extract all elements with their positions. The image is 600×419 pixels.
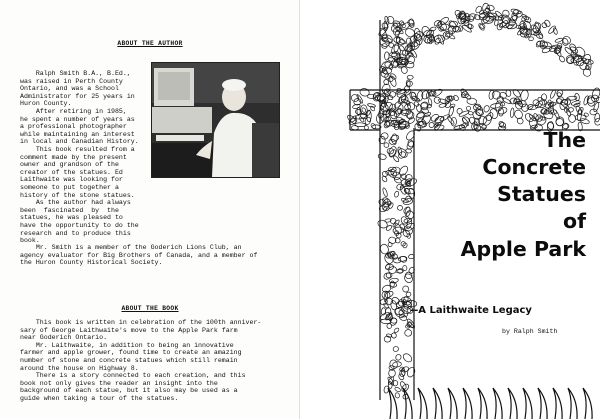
stone-texture <box>499 122 507 129</box>
stone-texture <box>411 92 416 99</box>
stone-texture <box>524 16 532 24</box>
about-author-line: Ontario, and was a School <box>20 85 119 93</box>
stone-texture <box>471 110 482 121</box>
about-author-line: someone to put together a <box>20 184 119 191</box>
about-author-line: was raised in Perth County <box>20 77 123 85</box>
about-author-line: As the author had always <box>20 199 131 207</box>
cross-outline <box>568 388 577 419</box>
cross-outline <box>538 388 547 419</box>
cross-outline <box>478 388 487 419</box>
stone-texture <box>457 108 463 114</box>
stone-texture <box>420 113 432 125</box>
stone-texture <box>399 39 407 45</box>
stone-texture <box>397 205 402 210</box>
stone-texture <box>387 148 394 154</box>
stone-texture <box>400 173 407 180</box>
stone-texture <box>406 366 416 378</box>
stone-texture <box>417 90 424 101</box>
stone-texture <box>568 114 576 123</box>
stone-texture <box>461 116 470 125</box>
stone-texture <box>458 110 469 118</box>
cross-outline <box>493 388 502 419</box>
stone-texture <box>359 88 370 98</box>
about-book-line: number of stone and concrete statues which still remain <box>20 357 238 364</box>
stone-texture <box>382 187 388 197</box>
stone-texture <box>475 5 483 14</box>
stone-texture <box>389 317 398 327</box>
stone-texture <box>529 117 538 128</box>
stone-texture <box>386 323 392 329</box>
stone-texture <box>402 352 414 363</box>
stone-texture <box>384 52 389 60</box>
stone-texture <box>384 290 394 298</box>
about-author-line: comment made by the present <box>20 153 127 161</box>
about-author-line: creator of the statues. Ed <box>20 168 123 176</box>
stone-texture <box>466 106 470 110</box>
about-book-line: near Goderich Ontario. <box>20 334 108 342</box>
about-author-line: a professional photographer <box>20 123 127 131</box>
stone-texture <box>430 26 437 31</box>
stone-texture <box>536 115 548 127</box>
about-author-line: research and to produce this <box>20 229 131 237</box>
cross-outline <box>403 388 412 419</box>
about-author-line: Administrator for 25 years in <box>20 92 135 100</box>
stone-texture <box>510 108 514 118</box>
stone-texture <box>378 153 387 160</box>
cover-title-line-3: Statues <box>497 182 586 206</box>
stone-texture <box>556 117 564 126</box>
stone-texture <box>394 191 400 198</box>
stone-texture <box>389 359 399 369</box>
about-author-line: book. <box>20 237 40 245</box>
stone-texture <box>430 113 440 123</box>
cover-subtitle: --A Laithwaite Legacy <box>410 305 532 316</box>
about-author-continued-line: agency evaluator for Big Brothers of Canada, and a member of <box>20 251 258 259</box>
stone-texture <box>398 373 405 381</box>
about-book-line: farmer and apple grower, found time to create an amazing <box>20 349 242 357</box>
stone-texture <box>367 103 375 108</box>
stone-cross-illustration <box>300 0 600 419</box>
stone-texture <box>584 112 589 116</box>
stone-texture <box>394 387 401 393</box>
about-book-line: There is a story connected to each creation, and this <box>20 372 246 380</box>
stone-texture <box>520 89 529 101</box>
stone-texture <box>407 75 413 79</box>
about-author-line: have the opportunity to do the <box>20 222 139 229</box>
about-book-line: Mr. Laithwaite, in addition to being an innovative <box>20 341 234 349</box>
stone-texture <box>433 96 441 104</box>
stone-texture <box>395 392 400 398</box>
stone-texture <box>370 123 377 130</box>
stone-texture <box>554 37 563 43</box>
about-author-line: in local and Canadian History. <box>20 138 139 146</box>
stone-texture <box>404 329 412 337</box>
cross-outline <box>418 388 427 419</box>
cover-title-line-2: Concrete <box>482 155 586 179</box>
about-author-line: been fascinated by the <box>20 206 119 214</box>
about-author-line: history of the stone statues. <box>20 191 135 199</box>
cross-outline <box>508 388 517 419</box>
stone-texture <box>389 43 394 47</box>
cover-title-line-5: Apple Park <box>460 237 586 261</box>
about-author-line: statues, he was pleased to <box>20 214 123 222</box>
stone-texture <box>406 292 411 297</box>
about-author-heading: ABOUT THE AUTHOR <box>117 40 183 47</box>
about-author-continued-line: the Huron County Historical Society. <box>20 259 163 267</box>
stone-texture <box>388 202 394 209</box>
stone-texture <box>439 103 447 108</box>
about-book-line: This book is written in celebration of the 100th anniver- <box>20 319 262 326</box>
stone-texture <box>541 22 548 29</box>
stone-texture <box>549 89 556 99</box>
stone-texture <box>395 354 402 361</box>
stone-texture <box>580 118 590 125</box>
cross-outline <box>523 388 532 419</box>
cross-outline <box>433 388 442 419</box>
cross-outline <box>553 388 562 419</box>
stone-texture <box>431 88 443 98</box>
about-author-line: owner and grandson of the <box>20 161 119 169</box>
stone-texture <box>489 108 499 120</box>
cross-outline <box>463 388 472 419</box>
stone-texture <box>501 97 511 105</box>
stone-texture <box>355 123 366 127</box>
stone-texture <box>390 134 400 142</box>
about-author-line: Laithwaite was looking for <box>20 176 123 184</box>
stone-texture <box>361 107 366 113</box>
stone-texture <box>593 102 600 112</box>
stone-texture <box>397 150 407 159</box>
stone-texture <box>385 224 392 231</box>
stone-texture <box>393 346 399 352</box>
stone-texture <box>391 332 397 338</box>
stone-texture <box>564 107 568 113</box>
author-photo-image <box>152 63 279 177</box>
stone-texture <box>516 117 524 125</box>
stone-texture <box>386 333 392 337</box>
stone-texture <box>439 16 450 26</box>
stone-texture <box>413 101 419 107</box>
about-book-line: background of each statue, but it also may be used as a <box>20 387 238 395</box>
stone-texture <box>428 122 435 129</box>
stone-texture <box>382 171 388 176</box>
stone-texture <box>467 24 474 30</box>
stone-texture <box>385 307 391 316</box>
about-book-line: around the house on Highway 8. <box>20 364 139 372</box>
stone-texture <box>544 19 552 27</box>
about-author-line: Huron County. <box>20 100 72 108</box>
stone-texture <box>568 107 575 113</box>
about-author-continued-line: Mr. Smith is a member of the Goderich Lions Club, an <box>20 244 242 251</box>
cover-title-line-4: of <box>562 209 586 233</box>
stone-texture <box>510 14 519 21</box>
stone-texture <box>535 114 544 123</box>
stone-texture <box>454 9 463 18</box>
author-photo <box>151 62 280 178</box>
about-author-line: he spent a number of years as <box>20 115 135 123</box>
stone-texture <box>467 98 477 105</box>
cover-title-line-1: The <box>543 128 586 152</box>
stone-texture <box>403 273 414 285</box>
stone-texture <box>352 104 361 110</box>
stone-texture <box>483 16 493 23</box>
stone-texture <box>474 107 485 116</box>
cover-byline: by Ralph Smith <box>502 328 558 335</box>
about-author-line: Ralph Smith B.A., B.Ed., <box>20 70 131 77</box>
cross-outline <box>388 388 397 419</box>
cross-outline <box>448 388 457 419</box>
stone-texture <box>453 95 460 102</box>
about-author-line: while maintaining an interest <box>20 130 135 138</box>
stone-texture <box>381 132 389 139</box>
stone-texture <box>383 121 391 129</box>
about-book-line: guide when taking a tour of the statues. <box>20 395 179 402</box>
stone-texture <box>398 256 407 262</box>
about-book-line: book not only gives the reader an insight into the <box>20 379 218 387</box>
about-author-line: This book resulted from a <box>20 146 135 153</box>
stone-texture <box>521 104 528 112</box>
stone-texture <box>388 138 397 146</box>
stone-texture <box>359 116 365 123</box>
stone-texture <box>483 105 490 113</box>
about-book-heading: ABOUT THE BOOK <box>121 305 179 312</box>
about-author-line: After retiring in 1985, <box>20 108 127 115</box>
cross-outline <box>583 388 592 419</box>
about-book-line: sary of George Laithwaite's move to the Apple Park farm <box>20 326 238 334</box>
stone-texture <box>449 96 453 102</box>
stone-texture <box>393 327 399 333</box>
